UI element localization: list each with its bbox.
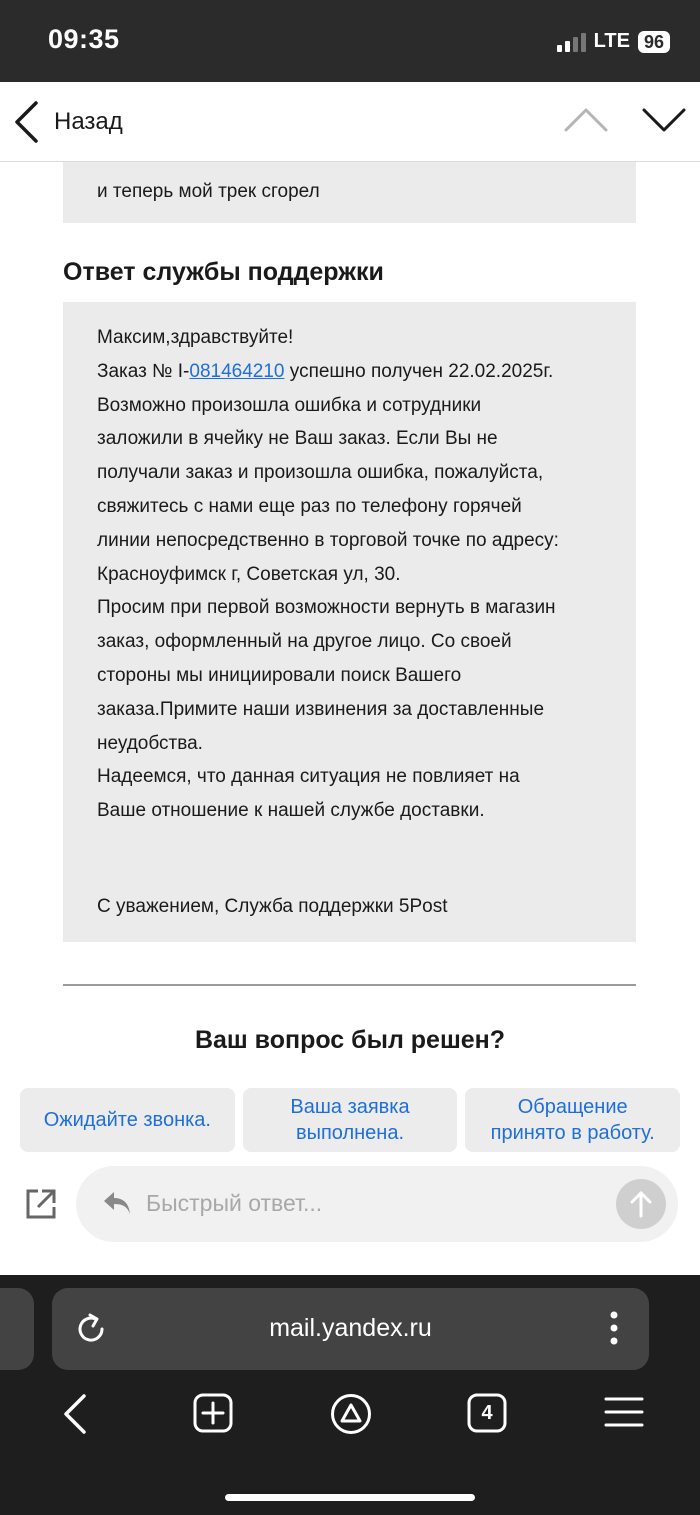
signal-icon — [557, 32, 586, 52]
reply-line: неудобства. — [97, 732, 203, 754]
support-reply-title: Ответ службы поддержки — [63, 258, 384, 286]
quick-reply-awaiting-call[interactable] — [20, 1088, 235, 1152]
back-button[interactable] — [12, 100, 123, 144]
order-prefix: Заказ № I- — [97, 360, 190, 382]
reply-line: заказ, оформленный на другое лицо. Со своей — [97, 631, 512, 653]
status-time: 09:35 — [48, 24, 120, 54]
next-message-button[interactable] — [640, 102, 688, 141]
battery-icon: 96 — [638, 31, 670, 53]
browser-back-button[interactable] — [62, 1393, 88, 1440]
back-label: Назад — [54, 108, 123, 135]
feedback-question: Ваш вопрос был решен? — [194, 1026, 506, 1054]
reply-line: заказа.Примите наши извинения за доставленные — [97, 698, 545, 720]
order-line — [97, 355, 602, 389]
quick-reply-in-progress[interactable] — [465, 1088, 680, 1152]
reply-line: Красноуфимск г, Советская ул, 30. — [97, 563, 401, 585]
status-bar — [0, 0, 700, 82]
chevron-left-icon — [62, 1393, 88, 1435]
reply-line: стороны мы инициировали поиск Вашего — [97, 664, 462, 686]
network-type: LTE — [593, 30, 630, 52]
browser-toolbar — [0, 1393, 700, 1443]
quoted-message — [63, 162, 636, 223]
more-vertical-icon[interactable] — [609, 1310, 619, 1346]
order-suffix: успешно получен 22.02.2025г. — [284, 360, 554, 382]
new-tab-button[interactable] — [193, 1393, 233, 1438]
chevron-down-icon — [640, 102, 688, 136]
quick-reply-placeholder: Быстрый ответ... — [146, 1190, 323, 1216]
chevron-left-icon — [12, 100, 40, 144]
browser-bar — [0, 1275, 700, 1515]
arrow-up-icon — [629, 1190, 653, 1218]
address-bar[interactable] — [52, 1288, 649, 1370]
alice-icon — [330, 1393, 372, 1435]
reply-line: линии непосредственно в торговой точке по адресу: — [97, 529, 559, 551]
quick-reply-bar — [0, 1166, 700, 1242]
hamburger-menu-icon — [604, 1395, 644, 1429]
nav-header — [0, 82, 700, 162]
message-content[interactable] — [0, 162, 700, 1275]
previous-tab-peek[interactable] — [0, 1288, 34, 1370]
quick-reply-request-completed[interactable] — [243, 1088, 458, 1152]
support-reply — [63, 302, 636, 942]
reply-line: заложили в ячейку не Ваш заказ. Если Вы не — [97, 428, 498, 450]
quick-replies — [20, 1088, 680, 1152]
open-compose-icon[interactable] — [24, 1187, 58, 1226]
quick-reply-label-line: Обращение — [517, 1096, 628, 1118]
previous-message-button[interactable] — [562, 102, 610, 141]
reply-arrow-icon — [102, 1190, 132, 1216]
url-text: mail.yandex.ru — [269, 1314, 432, 1342]
quoted-text: и теперь мой трек сгорел — [97, 181, 320, 202]
reply-line: получали заказ и произошла ошибка, пожалуйста, — [97, 462, 544, 484]
reply-line: Возможно произошла ошибка и сотрудники — [97, 394, 482, 416]
home-indicator — [225, 1494, 475, 1501]
reply-line: Просим при первой возможности вернуть в магазин — [97, 597, 556, 619]
send-button[interactable] — [616, 1179, 666, 1229]
reply-line: Надеемся, что данная ситуация не повлияет на — [97, 766, 520, 788]
signature: С уважением, Служба поддержки 5Post — [97, 896, 448, 917]
tabs-count: 4 — [481, 1401, 493, 1424]
quick-reply-label — [491, 1094, 655, 1146]
plus-square-icon — [193, 1393, 233, 1433]
quick-reply-label-line: Ваша заявка — [290, 1096, 410, 1118]
divider — [63, 984, 636, 986]
reply-line: Ваше отношение к нашей службе доставки. — [97, 800, 485, 822]
quick-reply-label-line: выполнена. — [295, 1122, 405, 1144]
reply-line: свяжитесь с нами еще раз по телефону горячей — [97, 495, 522, 517]
quick-reply-label: Ожидайте звонка. — [43, 1109, 211, 1131]
menu-button[interactable] — [604, 1395, 644, 1434]
greeting: Максим,здравствуйте! — [97, 327, 294, 348]
chevron-up-icon — [562, 102, 610, 136]
quick-reply-input[interactable] — [76, 1166, 678, 1242]
quick-reply-label-line: принято в работу. — [490, 1122, 655, 1144]
order-number-link[interactable]: 081464210 — [189, 360, 285, 382]
status-indicators — [557, 30, 670, 53]
quick-reply-label — [290, 1094, 409, 1146]
alice-assistant-button[interactable] — [330, 1393, 372, 1440]
